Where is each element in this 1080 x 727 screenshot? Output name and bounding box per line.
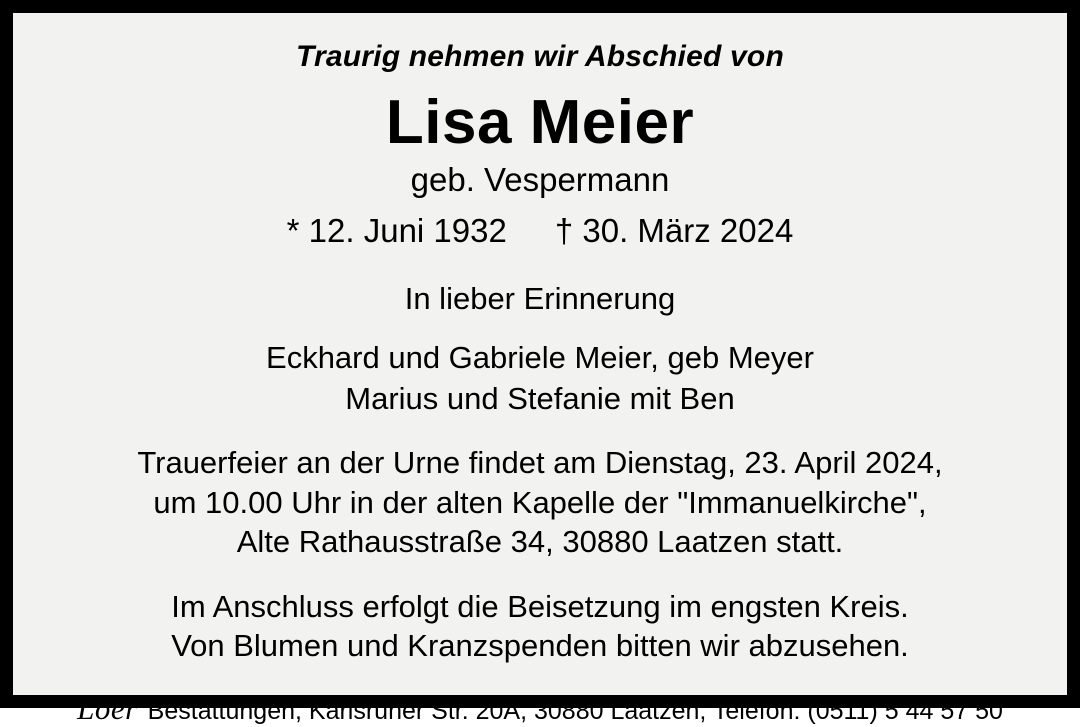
service-line: Trauerfeier an der Urne findet am Dienstag, 23. April 2024, (137, 445, 943, 481)
family-line: Marius und Stefanie mit Ben (345, 380, 735, 416)
closing-line: Im Anschluss erfolgt die Beisetzung im engsten Kreis. (171, 588, 909, 624)
closing-line: Von Blumen und Kranzspenden bitten wir abzusehen. (171, 628, 909, 664)
memory-line: In lieber Erinnerung (404, 281, 676, 317)
obituary-intro-line: Traurig nehmen wir Abschied von (296, 40, 784, 73)
service-line: Alte Rathausstraße 34, 30880 Laatzen statt. (236, 524, 844, 560)
birth-date: * 12. Juni 1932 (286, 212, 507, 250)
service-line: um 10.00 Uhr in der alten Kapelle der "Immanuelkirche", (153, 484, 927, 520)
maiden-name: geb. Vespermann (410, 161, 670, 199)
life-dates (43, 212, 1037, 251)
obituary-card (10, 10, 1070, 726)
death-date: † 30. März 2024 (554, 212, 794, 250)
funeral-home-contact: Bestattungen, Karlsruher Str. 20A, 30880 Laatzen, Telefon: (0511) 5 44 57 50 (147, 696, 1003, 725)
funeral-home-footer (43, 691, 1037, 727)
deceased-name: Lisa Meier (385, 88, 695, 158)
funeral-home-logo: Löer (77, 690, 138, 726)
family-line: Eckhard und Gabriele Meier, geb Meyer (266, 339, 814, 375)
